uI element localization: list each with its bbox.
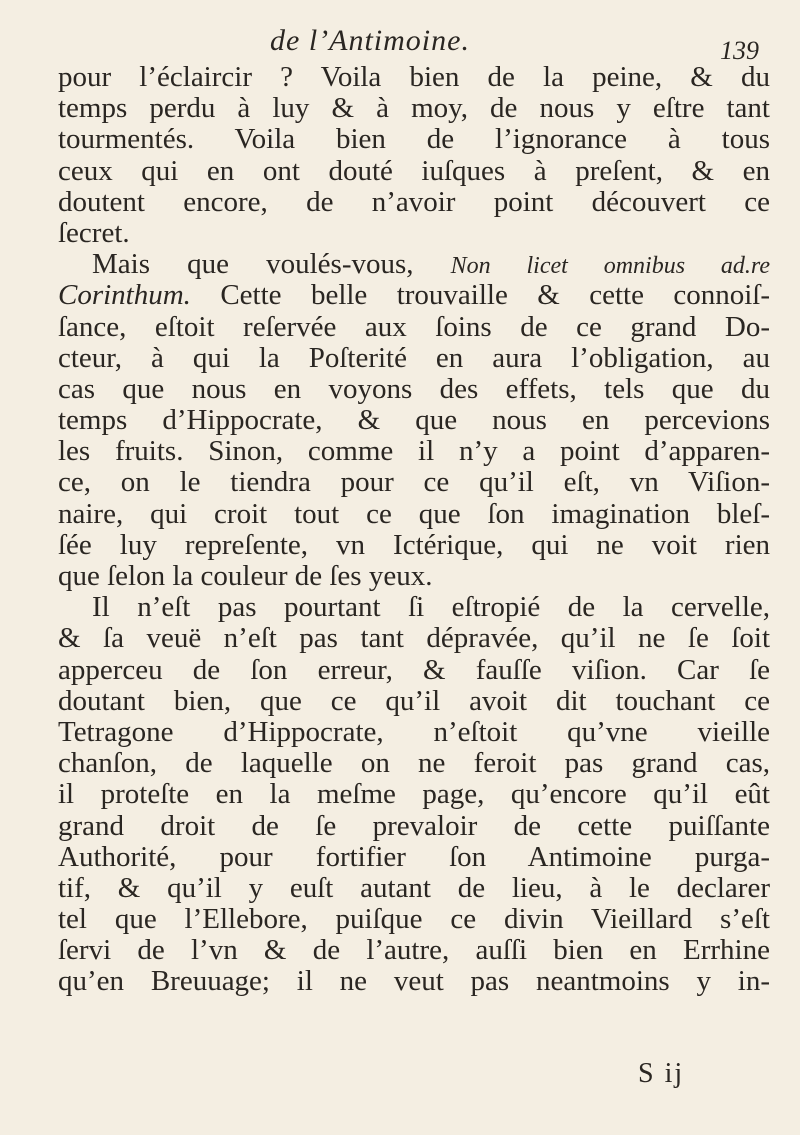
- text-line: [58, 62, 770, 93]
- text-line: [58, 935, 770, 966]
- text-line: [58, 280, 770, 311]
- text-line: [58, 467, 770, 498]
- text-line: [58, 156, 770, 187]
- text-line: [58, 748, 770, 779]
- text-line: [58, 561, 770, 592]
- line-text: ce, on le tiendra pour ce qu’il eſt, vn Viſion-: [58, 466, 770, 499]
- line-text: temps perdu à luy & à moy, de nous y eſtre tant: [58, 92, 770, 125]
- text-line: [58, 343, 770, 374]
- line-text: doutant bien, que ce qu’il avoit dit touchant ce: [58, 684, 770, 717]
- italic-phrase: Corinthum.: [58, 279, 191, 312]
- text-line: [58, 530, 770, 561]
- text-line: [58, 779, 770, 810]
- text-line: [58, 312, 770, 343]
- text-line: [58, 592, 770, 623]
- line-text: ceux qui en ont douté iuſques à preſent, & en: [58, 154, 770, 187]
- line-text: apperceu de ſon erreur, & fauſſe viſion. Car ſe: [58, 653, 770, 686]
- text-line: [58, 811, 770, 842]
- line-text: Authorité, pour fortifier ſon Antimoine purga-: [58, 840, 770, 873]
- text-line: [58, 655, 770, 686]
- text-line: [58, 842, 770, 873]
- page-header: [0, 20, 800, 65]
- text-line: [58, 249, 770, 280]
- body-text: [58, 62, 770, 998]
- line-text: Mais que voulés-vous,: [92, 248, 414, 281]
- line-text: ſervi de l’vn & de l’autre, auſſi bien en Errhine: [58, 934, 770, 967]
- line-text: cas que nous en voyons des effets, tels que du: [58, 372, 770, 405]
- italic-phrase: Non licet omnibus ad.re: [450, 253, 770, 280]
- line-text: grand droit de ſe prevaloir de cette puiſſante: [58, 809, 770, 842]
- text-line: [58, 124, 770, 155]
- text-line: [58, 499, 770, 530]
- line-text: tel que l’Ellebore, puiſque ce divin Vieillard s’eſt: [58, 903, 770, 936]
- line-text: tourmentés. Voila bien de l’ignorance à tous: [58, 123, 770, 156]
- text-line: [58, 623, 770, 654]
- line-text: naire, qui croit tout ce que ſon imagination bleſ-: [58, 497, 770, 530]
- line-text: pour l’éclaircir ? Voila bien de la peine, & du: [58, 61, 770, 93]
- line-text: il proteſte en la meſme page, qu’encore qu’il eût: [58, 778, 770, 811]
- line-text: les fruits. Sinon, comme il n’y a point d’apparen-: [58, 435, 770, 468]
- line-text: Cette belle trouvaille & cette connoiſ-: [220, 279, 770, 312]
- line-text: Tetragone d’Hippocrate, n’eſtoit qu’vne vieille: [58, 715, 770, 748]
- text-line: [58, 187, 770, 218]
- page-number: 139: [720, 36, 759, 65]
- text-line: [58, 218, 770, 249]
- text-line: [58, 436, 770, 467]
- line-text: que ſelon la couleur de ſes yeux.: [58, 560, 433, 592]
- text-line: [58, 374, 770, 405]
- text-line: [58, 405, 770, 436]
- line-text: tif, & qu’il y euſt autant de lieu, à le declarer: [58, 871, 770, 904]
- text-line: [58, 686, 770, 717]
- text-line: [58, 93, 770, 124]
- line-text: ſecret.: [58, 216, 130, 249]
- line-text: chanſon, de laquelle on ne feroit pas grand cas,: [58, 747, 770, 780]
- text-line: [58, 873, 770, 904]
- line-text: cteur, à qui la Poſterité en aura l’obligation, au: [58, 341, 770, 374]
- signature-mark: S ij: [638, 1058, 685, 1089]
- line-text: ſée luy repreſente, vn Ictérique, qui ne voit rien: [58, 528, 770, 561]
- line-text: qu’en Breuuage; il ne veut pas neantmoins y in-: [58, 965, 770, 998]
- text-line: [58, 966, 770, 997]
- line-text: ſance, eſtoit reſervée aux ſoins de ce grand Do-: [58, 310, 770, 343]
- text-line: [58, 717, 770, 748]
- line-text: Il n’eſt pas pourtant ſi eſtropié de la cervelle,: [92, 591, 770, 624]
- line-text: & ſa veuë n’eſt pas tant dépravée, qu’il ne ſe ſoit: [58, 622, 770, 655]
- text-line: [58, 904, 770, 935]
- running-head: de l’Antimoine.: [270, 24, 470, 57]
- line-text: temps d’Hippocrate, & que nous en percevions: [58, 404, 770, 437]
- line-text: doutent encore, de n’avoir point découvert ce: [58, 185, 770, 218]
